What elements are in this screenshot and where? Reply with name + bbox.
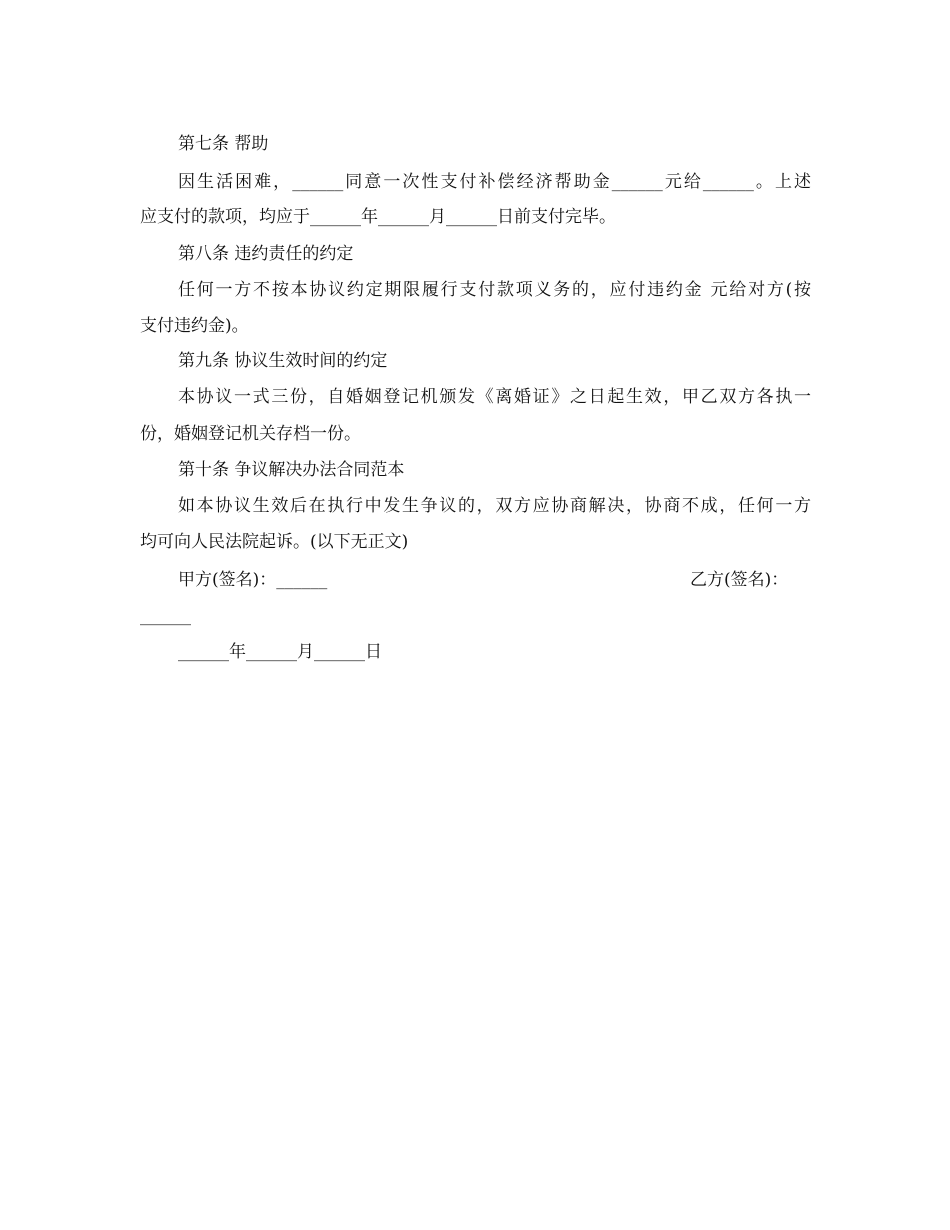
article-10-line-1: 如本协议生效后在执行中发生争议的，双方应协商解决，协商不成，任何一方 bbox=[178, 496, 811, 516]
article-9-line-1: 本协议一式三份，自婚姻登记机颁发《离婚证》之日起生效，甲乙双方各执一 bbox=[178, 387, 811, 407]
party-a-signature: 甲方(签名)：______ bbox=[178, 570, 328, 590]
signing-date: ______年______月______日 bbox=[178, 642, 382, 662]
article-8-line-1: 任何一方不按本协议约定期限履行支付款项义务的，应付违约金 元给对方(按 bbox=[178, 280, 811, 300]
article-10-heading: 第十条 争议解决办法合同范本 bbox=[178, 460, 405, 480]
party-b-signature-blank: ______ bbox=[140, 606, 191, 626]
party-b-signature: 乙方(签名)： bbox=[690, 570, 789, 590]
article-9-heading: 第九条 协议生效时间的约定 bbox=[178, 351, 388, 371]
article-9-line-2: 份，婚姻登记机关存档一份。 bbox=[140, 424, 361, 444]
article-10-line-2: 均可向人民法院起诉。(以下无正文) bbox=[140, 532, 409, 552]
article-8-line-2: 支付违约金)。 bbox=[140, 316, 249, 336]
article-7-line-1: 因生活困难，______同意一次性支付补偿经济帮助金______元给______。上述 bbox=[178, 172, 811, 192]
article-7-line-2: 应支付的款项，均应于______年______月______日前支付完毕。 bbox=[140, 207, 616, 227]
article-7-heading: 第七条 帮助 bbox=[178, 134, 269, 154]
article-8-heading: 第八条 违约责任的约定 bbox=[178, 244, 354, 264]
